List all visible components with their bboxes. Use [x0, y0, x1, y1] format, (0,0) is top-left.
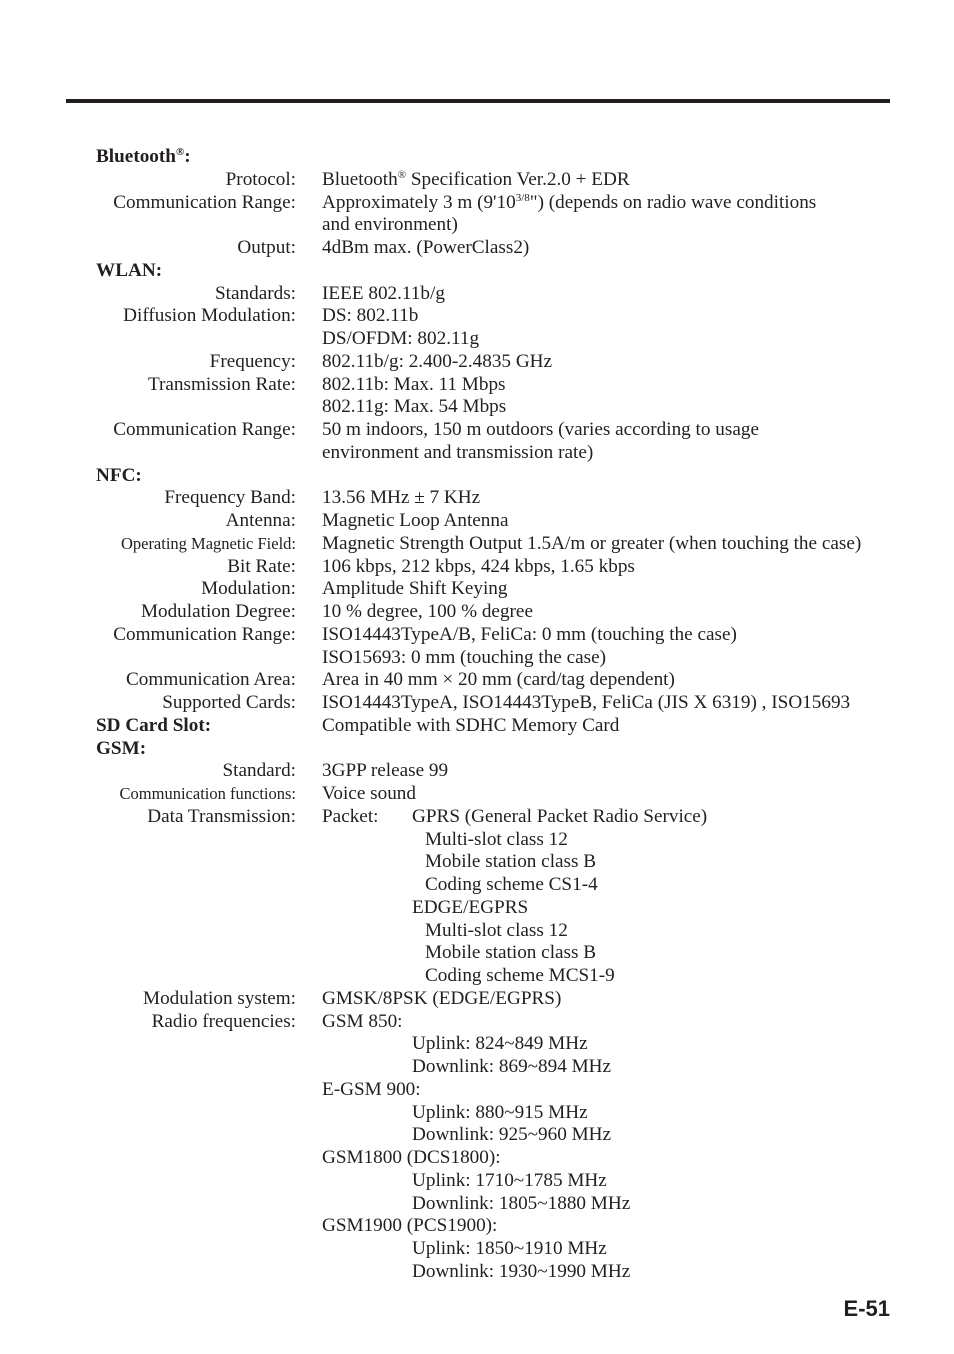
- spec-value: [322, 192, 816, 215]
- band-downlink: Downlink: 925~960 MHz: [412, 1124, 612, 1146]
- spec-row-continued: [96, 1079, 896, 1102]
- spec-label-empty: [96, 647, 296, 670]
- spec-value: DS: 802.11b: [322, 305, 419, 327]
- spec-value: Area in 40 mm × 20 mm (card/tag dependent): [322, 669, 675, 691]
- spec-label-empty: [96, 1193, 296, 1216]
- band-name: GSM 850:: [322, 1010, 403, 1032]
- spec-value: Mobile station class B: [425, 942, 597, 964]
- spec-content: [96, 146, 896, 1284]
- spec-label: Radio frequencies:: [151, 1010, 296, 1032]
- spec-row-continued: [96, 1193, 896, 1216]
- spec-label-empty: [96, 1124, 296, 1147]
- spec-row-continued: [96, 1033, 896, 1056]
- spec-row-bt-range: [96, 192, 896, 215]
- spec-row-frequency: [96, 351, 896, 374]
- spec-row-continued: [96, 1056, 896, 1079]
- spec-row-modsys: [96, 988, 896, 1011]
- spec-label-empty: [96, 328, 296, 351]
- band-uplink: Uplink: 880~915 MHz: [412, 1101, 588, 1123]
- spec-label: Diffusion Modulation:: [123, 305, 296, 327]
- spec-value: 10 % degree, 100 % degree: [322, 601, 533, 622]
- packet-key: Packet:: [322, 805, 379, 827]
- band-name: GSM1800 (DCS1800):: [322, 1147, 501, 1168]
- spec-value: Voice sound: [322, 783, 416, 804]
- spec-label-empty: [96, 1033, 296, 1056]
- spec-row-continued: [96, 1238, 896, 1261]
- spec-value: Magnetic Loop Antenna: [322, 510, 509, 531]
- spec-row-continued: [96, 851, 896, 874]
- sd-heading: SD Card Slot:: [96, 714, 212, 736]
- spec-label: Bit Rate:: [227, 555, 296, 577]
- spec-row-standards: [96, 283, 896, 306]
- spec-value: [322, 806, 707, 829]
- spec-value: EDGE/EGPRS: [412, 896, 529, 918]
- spec-label: Modulation Degree:: [140, 601, 296, 622]
- spec-label: Communication functions:: [119, 784, 296, 803]
- spec-value: Amplitude Shift Keying: [322, 578, 508, 600]
- heading-colon: :: [184, 146, 191, 167]
- fraction: 3/8: [515, 191, 530, 204]
- spec-label: Operating Magnetic Field:: [120, 533, 296, 553]
- spec-label-empty: [96, 442, 296, 465]
- spec-row-continued: [96, 1147, 896, 1170]
- spec-value: Coding scheme CS1-4: [425, 874, 598, 895]
- spec-value: Magnetic Strength Output 1.5A/m or greater (when touching the case): [322, 532, 862, 554]
- registered-mark: ®: [397, 168, 407, 181]
- spec-row-functions: [96, 783, 896, 806]
- spec-label-empty: [96, 1079, 296, 1102]
- spec-row-continued: [96, 214, 896, 237]
- wlan-heading: WLAN:: [96, 259, 163, 281]
- spec-value: ISO14443TypeA/B, FeliCa: 0 mm (touching the case): [322, 623, 737, 645]
- spec-row-nfc-range: [96, 624, 896, 647]
- spec-value: ISO14443TypeA, ISO14443TypeB, FeliCa (JIS X 6319) , ISO15693: [322, 692, 851, 713]
- spec-row-sd: [96, 715, 896, 738]
- spec-row-continued: [96, 874, 896, 897]
- spec-row-continued: [96, 1170, 896, 1193]
- spec-label: Modulation system:: [143, 987, 296, 1009]
- spec-label: Standards:: [214, 282, 296, 304]
- spec-value: 802.11g: Max. 54 Mbps: [322, 396, 507, 418]
- spec-value-text: Bluetooth: [322, 168, 398, 190]
- spec-value: Multi-slot class 12: [425, 828, 568, 850]
- spec-row-bitrate: [96, 556, 896, 579]
- spec-row-output: [96, 237, 896, 260]
- spec-label-empty: [96, 1215, 296, 1238]
- band-name: E-GSM 900:: [322, 1078, 421, 1100]
- spec-row-data: [96, 806, 896, 829]
- spec-value: 13.56 MHz ± 7 KHz: [322, 487, 481, 509]
- spec-row-continued: [96, 1102, 896, 1125]
- spec-value: and environment): [322, 214, 458, 236]
- spec-row-protocol: [96, 169, 896, 192]
- bluetooth-heading-text: Bluetooth: [96, 146, 176, 167]
- spec-label-empty: [96, 942, 296, 965]
- spec-row-continued: [96, 1261, 896, 1284]
- spec-value: IEEE 802.11b/g: [322, 282, 445, 304]
- spec-value: ISO15693: 0 mm (touching the case): [322, 646, 607, 668]
- spec-label: Communication Area:: [126, 669, 296, 691]
- spec-label-empty: [96, 829, 296, 852]
- spec-label: Antenna:: [225, 510, 296, 531]
- spec-label-empty: [96, 965, 296, 988]
- gsm-heading: GSM:: [96, 737, 147, 759]
- spec-label-empty: [96, 1147, 296, 1170]
- spec-row-continued: [96, 328, 896, 351]
- spec-label-empty: [96, 874, 296, 897]
- spec-value-text: Approximately 3 m (9'10: [322, 191, 516, 213]
- spec-label: Communication Range:: [113, 623, 296, 645]
- spec-label: Modulation:: [201, 578, 296, 600]
- spec-value: DS/OFDM: 802.11g: [322, 328, 480, 349]
- bluetooth-heading: [96, 146, 896, 169]
- spec-value-text: ") (depends on radio wave conditions: [529, 191, 817, 213]
- spec-row-continued: [96, 442, 896, 465]
- spec-label: Standard:: [222, 760, 296, 782]
- spec-row-standard: [96, 760, 896, 783]
- spec-row-continued: [96, 897, 896, 920]
- spec-row-continued: [96, 1215, 896, 1238]
- spec-label: Protocol:: [225, 168, 296, 190]
- spec-row-continued: [96, 1124, 896, 1147]
- spec-label-empty: [96, 1238, 296, 1261]
- spec-row-continued: [96, 829, 896, 852]
- spec-row-rate: [96, 374, 896, 397]
- band-uplink: Uplink: 824~849 MHz: [412, 1033, 588, 1055]
- spec-label: Output:: [237, 237, 296, 258]
- spec-row-continued: [96, 920, 896, 943]
- spec-row-area: [96, 669, 896, 692]
- band-uplink: Uplink: 1850~1910 MHz: [412, 1238, 607, 1259]
- spec-value: environment and transmission rate): [322, 441, 594, 463]
- spec-value-text: Specification Ver.2.0 + EDR: [406, 168, 630, 190]
- band-downlink: Downlink: 1805~1880 MHz: [412, 1192, 631, 1214]
- spec-row-field: [96, 533, 896, 556]
- spec-label: Frequency Band:: [164, 487, 296, 509]
- spec-label-empty: [96, 897, 296, 920]
- spec-label-empty: [96, 851, 296, 874]
- spec-row-band: [96, 487, 896, 510]
- spec-row-diffusion: [96, 305, 896, 328]
- spec-label: Supported Cards:: [162, 692, 296, 713]
- nfc-heading: NFC:: [96, 464, 142, 486]
- spec-label-empty: [96, 1102, 296, 1125]
- spec-row-antenna: [96, 510, 896, 533]
- spec-label: Communication Range:: [113, 191, 296, 213]
- registered-mark: ®: [175, 146, 185, 158]
- page-number: E-51: [843, 1296, 890, 1321]
- spec-label-empty: [96, 920, 296, 943]
- spec-value: 802.11b: Max. 11 Mbps: [322, 373, 506, 395]
- spec-value: Compatible with SDHC Memory Card: [322, 714, 620, 736]
- spec-value: [322, 169, 630, 192]
- spec-value: Multi-slot class 12: [425, 919, 568, 941]
- spec-row-continued: [96, 396, 896, 419]
- spec-value: 4dBm max. (PowerClass2): [322, 237, 530, 258]
- spec-label-empty: [96, 1261, 296, 1284]
- spec-label: Data Transmission:: [147, 805, 296, 827]
- spec-row-continued: [96, 647, 896, 670]
- band-name: GSM1900 (PCS1900):: [322, 1215, 498, 1237]
- spec-value: 106 kbps, 212 kbps, 424 kbps, 1.65 kbps: [322, 555, 635, 577]
- spec-value: Mobile station class B: [425, 851, 597, 873]
- spec-value: Coding scheme MCS1-9: [425, 965, 615, 986]
- spec-label-empty: [96, 396, 296, 419]
- spec-label: Frequency:: [209, 350, 296, 372]
- spec-value: 802.11b/g: 2.400-2.4835 GHz: [322, 350, 553, 372]
- top-rule: [66, 99, 890, 103]
- spec-value: 50 m indoors, 150 m outdoors (varies according to usage: [322, 419, 759, 440]
- spec-row-modulation: [96, 578, 896, 601]
- spec-row-radio: [96, 1011, 896, 1034]
- spec-label: Transmission Rate:: [147, 373, 296, 395]
- spec-label-empty: [96, 1056, 296, 1079]
- spec-row-wlan-range: [96, 419, 896, 442]
- band-downlink: Downlink: 869~894 MHz: [412, 1056, 612, 1077]
- spec-row-continued: [96, 965, 896, 988]
- spec-row-continued: [96, 942, 896, 965]
- spec-label-empty: [96, 1170, 296, 1193]
- spec-value-text: GPRS (General Packet Radio Service): [412, 805, 708, 827]
- spec-row-degree: [96, 601, 896, 624]
- band-downlink: Downlink: 1930~1990 MHz: [412, 1260, 631, 1282]
- spec-value: 3GPP release 99: [322, 760, 449, 782]
- spec-label-empty: [96, 214, 296, 237]
- spec-label: Communication Range:: [113, 419, 296, 440]
- spec-value: GMSK/8PSK (EDGE/EGPRS): [322, 987, 562, 1009]
- band-uplink: Uplink: 1710~1785 MHz: [412, 1169, 607, 1191]
- spec-row-cards: [96, 692, 896, 715]
